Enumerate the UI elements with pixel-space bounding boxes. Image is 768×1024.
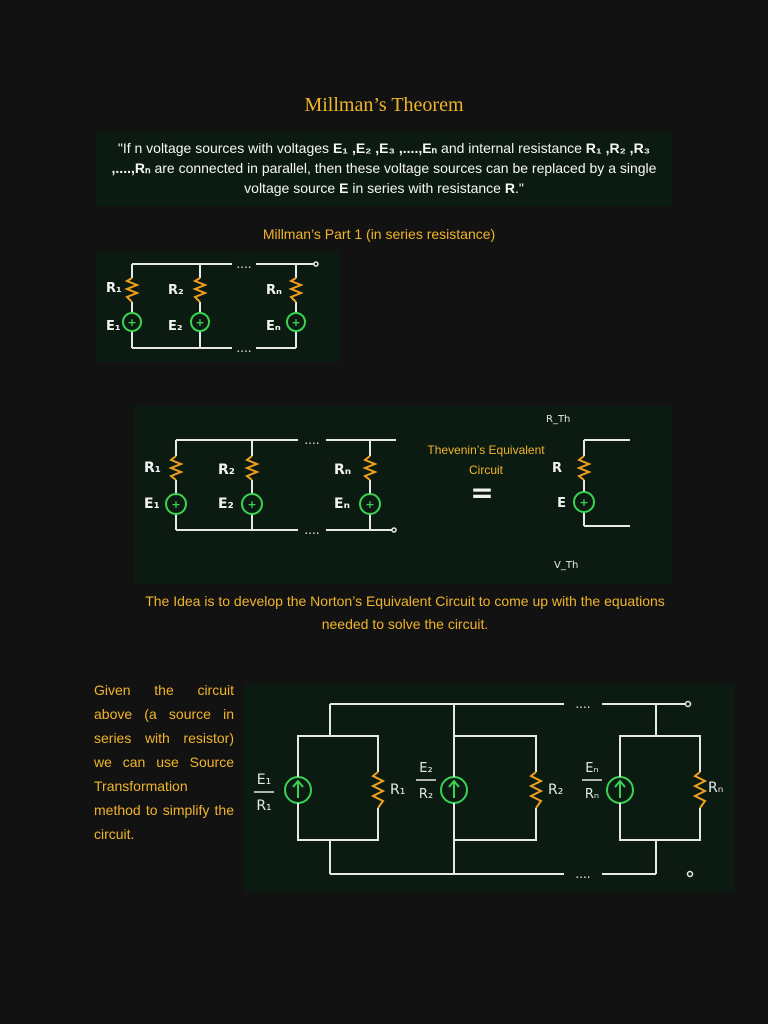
- top-ellipsis: ....: [304, 433, 320, 447]
- part1-heading: Millman’s Part 1 (in series resistance): [262, 226, 496, 242]
- quote-part: .": [514, 180, 524, 196]
- single-source-label: E: [339, 180, 349, 196]
- bottom-ellipsis: ....: [304, 523, 320, 537]
- sources-list: E₁ ,E₂ ,E₃ ,....,Eₙ: [332, 140, 438, 156]
- thevenin-label: Thevenin’s Equivalent Circuit: [427, 443, 545, 477]
- bottom-ellipsis: ....: [236, 341, 252, 355]
- single-resistor-label: R: [504, 180, 515, 196]
- circuit-diagram-thevenin: [134, 406, 672, 584]
- resistor-label: R₂: [548, 782, 564, 798]
- current-numerator: Eₙ: [585, 761, 599, 776]
- idea-paragraph: The Idea is to develop the Norton’s Equivalent Circuit to come up with the equations needed to solve the circuit.: [145, 593, 665, 632]
- eq-resistor-label: R: [551, 461, 562, 476]
- resistor-label: R₁: [106, 281, 122, 296]
- source-label: E₂: [168, 319, 183, 334]
- definition-quote: [96, 132, 672, 206]
- vth-annotation: V_Th: [554, 560, 579, 571]
- resistor-label: R₂: [218, 462, 235, 478]
- circuit-diagram-norton: [244, 684, 734, 892]
- source-label: E₁: [106, 319, 121, 334]
- source-symbol: +: [247, 498, 257, 511]
- current-denominator: R₁: [256, 798, 272, 814]
- source-symbol: +: [365, 498, 375, 511]
- circuit-diagram-series: [96, 252, 340, 362]
- top-ellipsis: ....: [236, 257, 252, 271]
- source-label: E₁: [144, 496, 160, 512]
- resistors-list: R₁ ,R₂ ,R₃ ,....,Rₙ: [111, 140, 651, 176]
- circuit-svg-norton: [244, 684, 734, 892]
- source-symbol: +: [579, 496, 589, 509]
- resistor-label: Rₙ: [334, 462, 352, 478]
- source-label: E₂: [218, 496, 234, 512]
- given-paragraph: Given the circuit above (a source in series with resistor) we can use Source Transformation method to simplify the circuit.: [94, 682, 234, 842]
- resistor-label: R₂: [168, 283, 184, 298]
- resistor-label: R₁: [390, 782, 406, 798]
- resistor-label: R₁: [144, 460, 161, 476]
- page-title: Millman’s Theorem: [304, 94, 464, 116]
- current-numerator: E₁: [256, 772, 272, 788]
- source-label: Eₙ: [266, 319, 281, 334]
- quote-part: and internal resistance: [437, 140, 586, 156]
- current-numerator: E₂: [419, 761, 433, 776]
- top-ellipsis: ....: [575, 697, 591, 711]
- source-symbol: +: [127, 316, 137, 329]
- quote-part: are connected in parallel, then these voltage sources can be replaced by a single voltage source: [150, 160, 657, 196]
- rth-annotation: R_Th: [546, 414, 571, 425]
- eq-source-label: E: [557, 496, 566, 511]
- source-symbol: +: [195, 316, 205, 329]
- resistor-label: Rₙ: [266, 283, 282, 298]
- equals-sign: =: [470, 476, 494, 509]
- circuit-svg-series: [96, 252, 340, 362]
- current-denominator: R₂: [418, 787, 434, 802]
- resistor-label: Rₙ: [708, 780, 724, 796]
- source-symbol: +: [291, 316, 301, 329]
- quote-part: "If n voltage sources with voltages: [117, 140, 333, 156]
- source-label: Eₙ: [334, 496, 350, 512]
- circuit-svg-thevenin: [134, 406, 672, 584]
- quote-part: in series with resistance: [348, 180, 505, 196]
- current-denominator: Rₙ: [584, 787, 600, 802]
- source-symbol: +: [171, 498, 181, 511]
- bottom-ellipsis: ....: [575, 867, 591, 881]
